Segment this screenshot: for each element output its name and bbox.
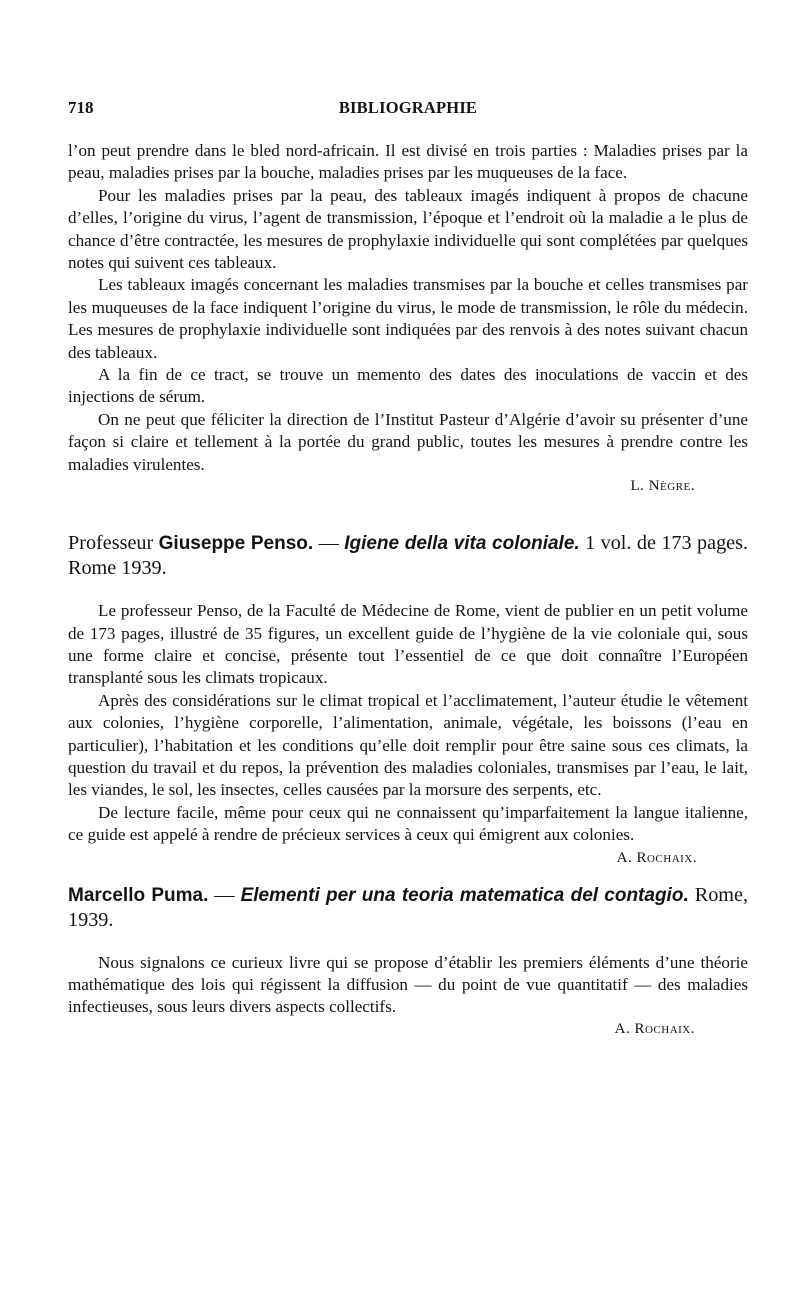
running-head: BIBLIOGRAPHIE <box>338 98 478 117</box>
paragraph: A la fin de ce tract, se trouve un memento des dates des inoculations de vaccin et des injections de sérum. <box>68 365 748 407</box>
signature-name: Nègre. <box>648 478 695 495</box>
continued-review-section <box>68 140 748 495</box>
author-prefix: Professeur <box>68 532 154 555</box>
em-dash: — <box>318 532 339 555</box>
paragraph: Nous signalons ce curieux livre qui se propose d’établir les premiers éléments d’une théorie mathématique des lois qui régissent la diffusion — du point de vue quantitatif — des maladies infectieuses, sous leurs divers aspects collectifs. <box>68 952 748 1017</box>
signature-name: Rochaix. <box>636 849 697 866</box>
page-header <box>68 98 748 128</box>
spacer <box>68 933 748 952</box>
bibliographic-reference <box>68 883 748 933</box>
paragraph: Après des considérations sur le climat tropical et l’acclimatement, l’auteur étudie le vêtement aux colonies, l’hygiène corporelle, l’alimentation, animale, végétale, les boissons (l’eau en particulier), l’habitation et les conditions qu’elle doit remplir pour être saine sous ces climats, la question du travail et du repos, la prévention des maladies coloniales, transmises par l’eau, le lait, les viandes, le sol, les insectes, celles causées par la morsure des serpents, etc. <box>68 690 748 800</box>
book-details: 1 vol. de 173 pages. Rome 1939. <box>68 532 749 580</box>
reviewer-signature <box>68 478 695 495</box>
paragraph: Pour les maladies prises par la peau, des tableaux imagés indiquent à propos de chacune d’elles, l’origine du virus, l’agent de transmission, l’époque et l’endroit où la maladie a le plus de chance d’être contractée, les mesures de prophylaxie individuelle qui sont complétées par quelques notes qui suivent ces tableaux. <box>68 185 748 273</box>
page-number: 718 <box>68 98 94 117</box>
book-title: Elementi per una teoria matematica del contagio. <box>240 884 689 906</box>
author-name: Marcello Puma. <box>68 884 209 906</box>
reviewer-signature <box>68 1021 695 1038</box>
book-title: Igiene della vita coloniale. <box>344 533 580 555</box>
author-name: Giuseppe Penso. <box>158 533 314 555</box>
paragraph: l’on peut prendre dans le bled nord-africain. Il est divisé en trois parties : Maladies prises par la peau, maladies prises par la bouche, maladies prises par les muqueuses de la face. <box>68 141 748 183</box>
signature-initial: A. <box>616 849 633 866</box>
paragraph: Le professeur Penso, de la Faculté de Médecine de Rome, vient de publier en un petit volume de 173 pages, illustré de 35 figures, un excellent guide de l’hygiène de la vie coloniale qui, sous une forme claire et concise, présente tout l’essentiel de ce que doit connaître l’Européen transplanté sous les climats tropicaux. <box>68 601 748 688</box>
em-dash: — <box>214 883 235 906</box>
bibliographic-reference <box>68 531 748 581</box>
signature-name: Rochaix. <box>634 1020 695 1037</box>
reviewer-signature <box>587 847 697 869</box>
paragraph-text: De lecture facile, même pour ceux qui ne connaissent qu’imparfaitement la langue italienne, ce guide est appelé à rendre de précieux services à ceux qui émigrent aux colonies. <box>68 802 748 845</box>
paragraph: On ne peut que féliciter la direction de l’Institut Pasteur d’Algérie d’avoir su présenter d’une façon si claire et tellement à la portée du grand public, toutes les mesures à prendre contre les maladies virulentes. <box>68 409 748 474</box>
paragraph: Les tableaux imagés concernant les maladies transmises par la bouche et celles transmises par les muqueuses de la face indiquent l’origine du virus, le mode de transmission, le rôle du médecin. Les mesures de prophylaxie individuelle sont indiquées par des renvois à des notes suivant chacun des tableaux. <box>68 275 748 362</box>
signature-initial: L. <box>630 478 645 495</box>
signature-initial: A. <box>614 1020 631 1037</box>
paragraph-with-signature <box>68 802 748 866</box>
review-penso <box>68 531 749 866</box>
book-details: Rome, 1939. <box>68 883 749 931</box>
page-content <box>68 140 748 1038</box>
review-puma <box>68 883 748 1038</box>
spacer <box>68 581 748 600</box>
